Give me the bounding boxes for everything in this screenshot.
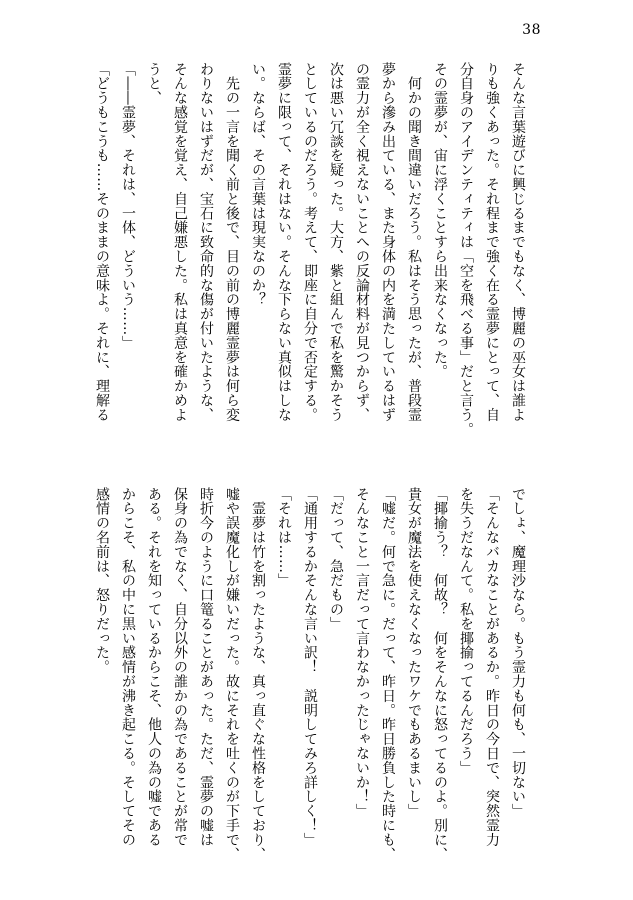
text-line: その霊夢が、宙に浮くことすら出来なくなった。 [432,62,448,379]
text-line: 時折今のように口篭ることがあった。ただ、霊夢の嘘は [198,487,214,847]
text-line: い。ならば、その言葉は現実なのか？ [250,62,266,307]
upper-text-block [89,62,531,442]
text-line: を失うだなんて。私を揶揄ってるんだろう」 [458,487,474,775]
text-line: 次は悪い冗談を疑った。大方、紫と組んで私を驚かそう [328,62,344,422]
text-line: 分自身のアイデンティティは「空を飛べる事」だと言う。 [458,62,474,437]
text-line: 先の一言を聞く前と後で、目の前の博麗霊夢は何ら変 [224,62,240,422]
text-line: 霊夢に限って、それはない。そんな下らない真似はしな [276,62,292,422]
page-number: 38 [522,22,541,38]
text-line: 「だって、急だもの」 [328,487,344,631]
text-line: 「どうもこうも……そのままの意味よ。それに、理解る [94,62,110,422]
text-line: でしょ、魔理沙なら。もう霊力も何も、一切ない」 [510,487,526,819]
text-line: 保身の為でなく、自分以外の誰かの為であることが常で [172,487,188,847]
text-line: 夢から滲み出ている、また身体の内を満たしているはず [380,62,396,422]
text-line: 「そんなバカなことがあるか。昨日の今日で、突然霊力 [484,487,500,847]
text-line: の霊力が全く視えないことへの反論材料が見つからず、 [354,62,370,422]
text-line: わりないはずだが、宝石に致命的な傷が付いたような、 [198,62,214,422]
text-line: 嘘や誤魔化しが嫌いだった。故にそれを吐くのが下手で、 [224,487,240,862]
text-line: 霊夢は竹を割ったような、真っ直ぐな性格をしており、 [250,487,266,862]
text-line: そんな言葉遊びに興じるまでもなく、博麗の巫女は誰よ [510,62,526,422]
text-line: 何かの聞き間違いだろう。私はそう思ったが、普段霊 [406,62,422,422]
text-line: 「――霊夢、それは、一体、どういう……」 [120,62,136,350]
lower-text-block [89,487,531,867]
text-line: そんな感覚を覚え、自己嫌悪した。私は真意を確かめよ [172,62,188,422]
text-line: 「通用するかそんな言い訳！ 説明してみろ詳しく！」 [302,487,318,847]
text-line: りも強くあった。それ程まで強く在る霊夢にとって、自 [484,62,500,422]
text-line: からこそ、私の中に黒い感情が沸き起こる。そしてその [120,487,136,847]
text-line: うと、 [146,62,162,106]
text-line: 「揶揄う？ 何故？ 何をそんなに怒ってるのよ。別に、 [432,487,448,862]
text-line: 「嘘だ。何で急に。だって、昨日。昨日勝負した時にも、 [380,487,396,862]
text-line: ある。それを知っているからこそ、他人の為の嘘である [146,487,162,847]
text-line: 貴女が魔法を使えなくなったワケでもあるまいし」 [406,487,422,819]
text-line: 「それは……」 [276,487,292,588]
text-line: そんなこと一言だって言わなかったじゃないか！」 [354,487,370,819]
text-line: としているのだろう。考えて、即座に自分で否定する。 [302,62,318,422]
text-line: 感情の名前は、怒りだった。 [94,487,110,675]
